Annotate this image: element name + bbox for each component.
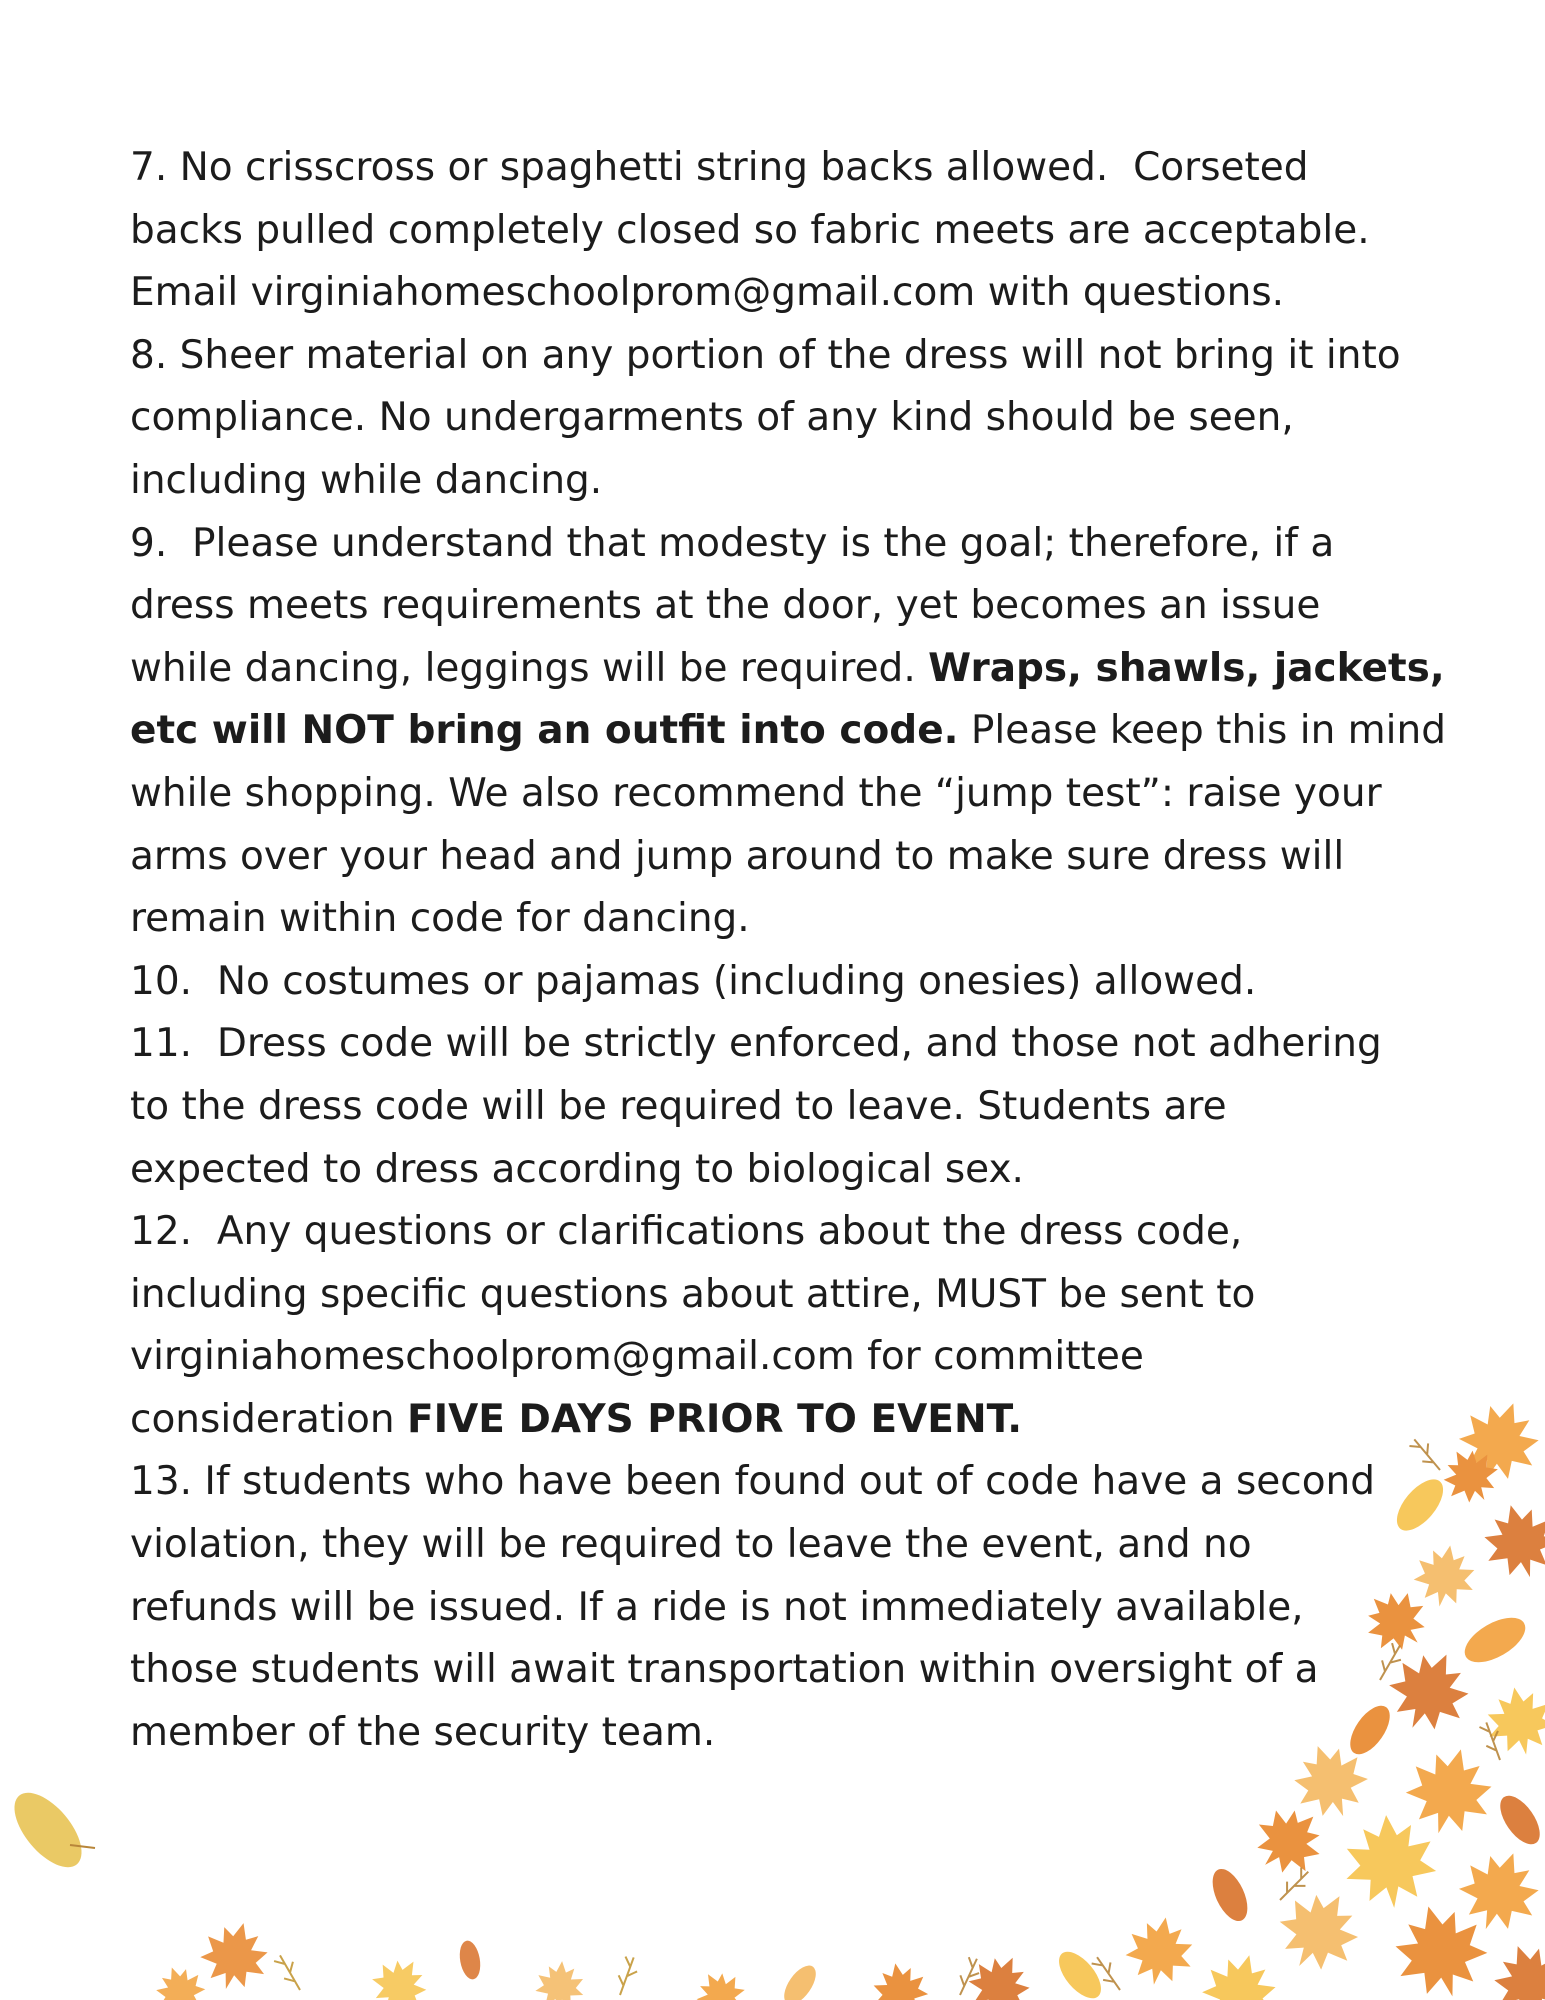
rule-9-line-6: arms over your head and jump around to make sure dress will xyxy=(130,833,1345,879)
rule-13-line-2: violation, they will be required to leave the event, and no xyxy=(130,1522,1252,1568)
rule-8-line-3: including while dancing. xyxy=(130,457,603,503)
rule-12-line-4-text: consideration xyxy=(130,1396,407,1442)
rule-9-line-2: dress meets requirements at the door, yet becomes an issue xyxy=(130,583,1321,629)
rule-8-line-1: 8. Sheer material on any portion of the dress will not bring it into xyxy=(130,332,1401,378)
dress-code-rules xyxy=(130,137,1510,1764)
rule-13-line-3: refunds will be issued. If a ride is not immediately available, xyxy=(130,1584,1304,1630)
rule-7-line-1: 7. No crisscross or spaghetti string backs allowed. Corseted xyxy=(130,145,1309,190)
rule-11-line-1: 11. Dress code will be strictly enforced, and those not adhering xyxy=(130,1021,1382,1067)
rule-9-line-1: 9. Please understand that modesty is the goal; therefore, if a xyxy=(130,520,1335,566)
rule-9-line-7: remain within code for dancing. xyxy=(130,896,750,942)
rule-12-line-1: 12. Any questions or clarifications about the dress code, xyxy=(130,1209,1243,1255)
rule-7-line-2: backs pulled completely closed so fabric meets are acceptable. xyxy=(130,207,1370,253)
rule-12-line-3: virginiahomeschoolprom@gmail.com for committee xyxy=(130,1334,1144,1380)
rule-10-line-1: 10. No costumes or pajamas (including onesies) allowed. xyxy=(130,958,1257,1004)
rule-9-emphasis-1: Wraps, shawls, jackets, xyxy=(928,645,1445,691)
rule-13-line-4: those students will await transportation within oversight of a xyxy=(130,1647,1319,1693)
rule-8-line-2: compliance. No undergarments of any kind should be seen, xyxy=(130,395,1294,441)
rule-12-line-2: including specific questions about attire, MUST be sent to xyxy=(130,1271,1256,1317)
rule-13-line-1: 13. If students who have been found out of code have a second xyxy=(130,1459,1376,1505)
rule-9-emphasis-2: etc will NOT bring an outfit into code. xyxy=(130,708,959,754)
rule-9-line-4-text: Please keep this in mind xyxy=(958,708,1446,754)
rule-9-line-3 xyxy=(130,638,1510,701)
rule-9-line-4 xyxy=(130,700,1510,763)
rule-7-line-3: Email virginiahomeschoolprom@gmail.com with questions. xyxy=(130,270,1285,316)
rule-9-line-5: while shopping. We also recommend the “jump test”: raise your xyxy=(130,770,1382,816)
rule-11-line-3: expected to dress according to biological sex. xyxy=(130,1146,1024,1192)
rule-12-line-4 xyxy=(130,1389,1510,1452)
rule-11-line-2: to the dress code will be required to leave. Students are xyxy=(130,1083,1227,1129)
rule-13-line-5: member of the security team. xyxy=(130,1709,716,1755)
rule-9-line-3-text: while dancing, leggings will be required. xyxy=(130,645,929,691)
rule-12-deadline: FIVE DAYS PRIOR TO EVENT. xyxy=(406,1396,1023,1442)
